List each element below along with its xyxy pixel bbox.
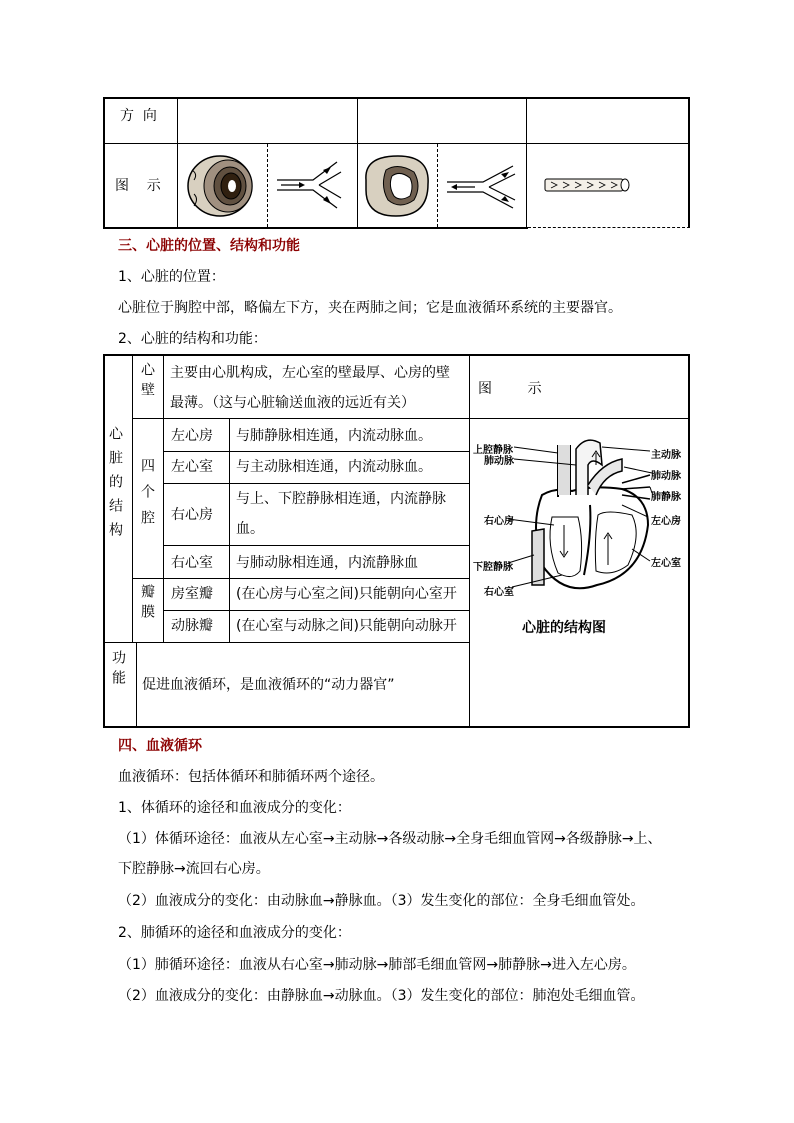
function-text: 促进血液循环，是血液循环的“动力器官”: [142, 677, 395, 693]
chamber-desc-left-atrium: 与肺静脉相连通，内流动脉血。: [236, 428, 432, 444]
valve-desc-av: (在心房与心室之间)只能朝向心室开: [236, 586, 457, 602]
row-label-direction: 方 向: [120, 108, 157, 124]
pulmonary-line1: （1）肺循环途径：血液从右心室→肺动脉→肺部毛细血管网→肺静脉→进入左心房。: [118, 957, 636, 973]
label-ivc: 下腔静脉: [473, 562, 513, 573]
artery-cross-section-icon: [180, 150, 260, 222]
chamber-desc-right-ventricle: 与肺动脉相连通，内流静脉血: [236, 555, 418, 571]
valves-label: 瓣膜: [139, 584, 155, 624]
section-heading-4: 四、血液循环: [118, 738, 202, 754]
chamber-name-left-ventricle: 左心室: [171, 459, 213, 475]
artery-flow-arrow-icon: [275, 158, 350, 213]
circulation-intro: 血液循环：包括体循环和肺循环两个途径。: [118, 769, 384, 785]
figure-header: 图 示: [478, 381, 542, 397]
systemic-line3: （2）血液成分的变化：由动脉血→静脉血。（3）发生变化的部位：全身毛细血管处。: [118, 893, 645, 909]
structure-vertical-label: 心脏的结构: [107, 426, 123, 546]
label-lv: 左心室: [651, 558, 681, 569]
label-pvein: 肺静脉: [651, 492, 681, 503]
label-rv: 右心室: [484, 587, 514, 598]
heart-position-title: 1、心脏的位置：: [118, 269, 225, 285]
chamber-name-left-atrium: 左心房: [171, 428, 213, 444]
label-svc: 上腔静脉: [473, 445, 513, 456]
systemic-title: 1、体循环的途径和血液成分的变化：: [118, 800, 351, 816]
label-ra: 右心房: [484, 516, 514, 527]
valve-name-semilunar: 动脉瓣: [171, 618, 213, 634]
chamber-name-right-atrium: 右心房: [171, 507, 213, 523]
pulmonary-title: 2、肺循环的途径和血液成分的变化：: [118, 925, 351, 941]
label-pa-left: 肺动脉: [484, 456, 514, 467]
wall-text-line2: 最薄。（这与心脏输送血液的远近有关）: [170, 395, 415, 411]
section-heading-3: 三、心脏的位置、结构和功能: [118, 238, 300, 254]
systemic-line2: 下腔静脉→流回右心房。: [118, 861, 270, 877]
wall-text-line1: 主要由心肌构成，左心室的壁最厚、心房的壁: [170, 365, 450, 381]
label-la: 左心房: [651, 516, 681, 527]
pulmonary-line2: （2）血液成分的变化：由静脉血→动脉血。（3）发生变化的部位：肺泡处毛细血管。: [118, 988, 645, 1004]
wall-label: 心壁: [139, 362, 155, 402]
chambers-label: 四个腔: [139, 458, 155, 536]
heart-position-body: 心脏位于胸腔中部，略偏左下方，夹在两肺之间；它是血液循环系统的主要器官。: [118, 300, 622, 316]
vein-cross-section-icon: [358, 150, 436, 222]
capillary-icon: [543, 177, 631, 193]
chamber-desc-left-ventricle: 与主动脉相连通，内流动脉血。: [236, 459, 432, 475]
heart-structure-title: 2、心脏的结构和功能：: [118, 331, 267, 347]
row-label-figure: 图 示: [115, 178, 161, 194]
systemic-line1: （1）体循环途径：血液从左心室→主动脉→各级动脉→全身毛细血管网→各级静脉→上、: [118, 831, 662, 847]
chamber-desc-right-atrium-1: 与上、下腔静脉相连通，内流静脉: [236, 491, 446, 507]
valve-name-av: 房室瓣: [171, 586, 213, 602]
vein-flow-arrow-icon: [445, 162, 520, 212]
valve-desc-semilunar: (在心室与动脉之间)只能朝向动脉开: [236, 618, 457, 634]
chamber-desc-right-atrium-2: 血。: [236, 521, 264, 537]
label-pa-right: 肺动脉: [651, 471, 681, 482]
function-label: 功能: [110, 650, 126, 690]
heart-diagram-caption: 心脏的结构图: [522, 620, 606, 636]
label-aorta: 主动脉: [651, 450, 681, 461]
chamber-name-right-ventricle: 右心室: [171, 555, 213, 571]
